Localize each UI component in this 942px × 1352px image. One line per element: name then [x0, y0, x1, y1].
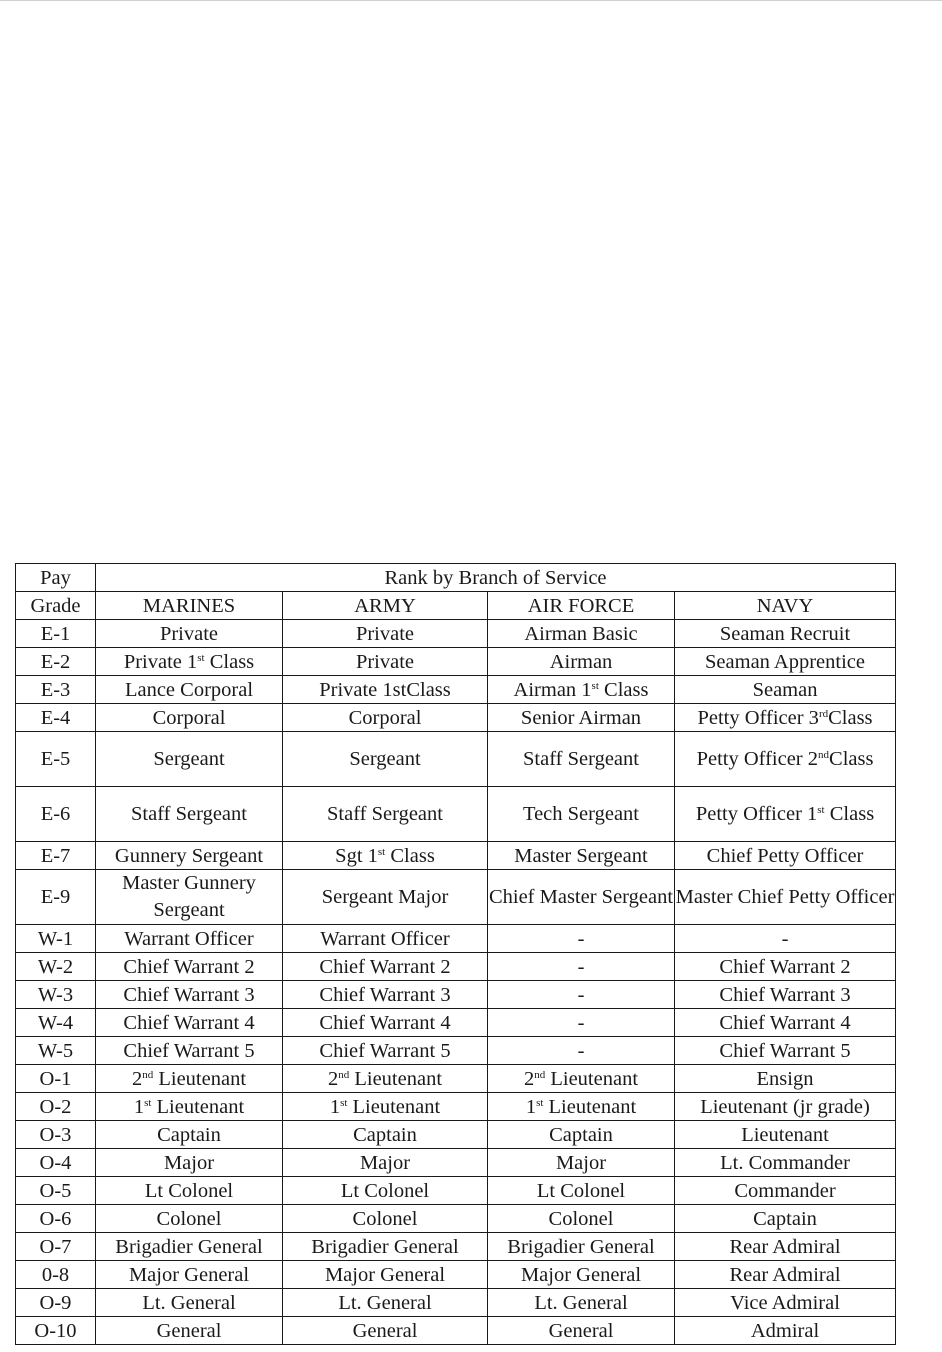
rank-cell-army: Chief Warrant 3 — [283, 981, 488, 1009]
rank-cell-marines: Major General — [96, 1261, 283, 1289]
rank-cell-army: Private — [283, 648, 488, 676]
rank-cell-airforce: - — [488, 981, 675, 1009]
table-row — [16, 1261, 896, 1289]
rank-cell-airforce: 2nd Lieutenant — [488, 1065, 675, 1093]
rank-cell-airforce: General — [488, 1317, 675, 1345]
pay-grade-cell: W-3 — [16, 981, 96, 1009]
branch-header-marines: MARINES — [96, 592, 283, 620]
pay-grade-cell: W-2 — [16, 953, 96, 981]
table-row — [16, 1121, 896, 1149]
rank-cell-airforce: Staff Sergeant — [488, 732, 675, 787]
table-row — [16, 1037, 896, 1065]
rank-cell-marines: Chief Warrant 2 — [96, 953, 283, 981]
rank-cell-marines: Gunnery Sergeant — [96, 842, 283, 870]
rank-cell-airforce: Master Sergeant — [488, 842, 675, 870]
rank-cell-airforce: Tech Sergeant — [488, 787, 675, 842]
pay-grade-cell: W-1 — [16, 925, 96, 953]
pay-grade-cell: E-6 — [16, 787, 96, 842]
table-row — [16, 1149, 896, 1177]
rank-cell-army: Captain — [283, 1121, 488, 1149]
table-row — [16, 1093, 896, 1121]
rank-cell-navy: Lt. Commander — [675, 1149, 896, 1177]
table-row — [16, 981, 896, 1009]
rank-cell-army: Brigadier General — [283, 1233, 488, 1261]
rank-cell-army: Chief Warrant 5 — [283, 1037, 488, 1065]
rank-cell-airforce: Lt Colonel — [488, 1177, 675, 1205]
rank-cell-airforce: Airman — [488, 648, 675, 676]
pay-grade-cell: O-10 — [16, 1317, 96, 1345]
rank-cell-army: 1st Lieutenant — [283, 1093, 488, 1121]
table-row — [16, 953, 896, 981]
rank-table — [15, 563, 896, 1345]
rank-cell-navy: Chief Warrant 5 — [675, 1037, 896, 1065]
table-row — [16, 732, 896, 787]
page-top-border — [0, 0, 942, 1]
rank-cell-marines: Chief Warrant 4 — [96, 1009, 283, 1037]
table-row — [16, 648, 896, 676]
rank-cell-navy: Admiral — [675, 1317, 896, 1345]
table-row — [16, 925, 896, 953]
rank-cell-navy: Seaman Apprentice — [675, 648, 896, 676]
table-row — [16, 842, 896, 870]
rank-cell-army: Chief Warrant 2 — [283, 953, 488, 981]
branch-header-airforce: AIR FORCE — [488, 592, 675, 620]
rank-cell-marines: Chief Warrant 5 — [96, 1037, 283, 1065]
rank-cell-marines: Master Gunnery Sergeant — [96, 870, 283, 925]
rank-cell-army: Major — [283, 1149, 488, 1177]
rank-cell-navy: Chief Warrant 2 — [675, 953, 896, 981]
rank-cell-navy: Ensign — [675, 1065, 896, 1093]
table-row — [16, 1009, 896, 1037]
rank-cell-army: 2nd Lieutenant — [283, 1065, 488, 1093]
table-row — [16, 1205, 896, 1233]
rank-cell-army: Lt Colonel — [283, 1177, 488, 1205]
rank-cell-army: General — [283, 1317, 488, 1345]
table-row — [16, 787, 896, 842]
pay-grade-cell: O-3 — [16, 1121, 96, 1149]
rank-cell-marines: 1st Lieutenant — [96, 1093, 283, 1121]
pay-grade-cell: E-7 — [16, 842, 96, 870]
pay-grade-cell: E-9 — [16, 870, 96, 925]
pay-grade-header-line1: Pay — [16, 564, 96, 592]
rank-cell-marines: Chief Warrant 3 — [96, 981, 283, 1009]
rank-cell-airforce: - — [488, 925, 675, 953]
pay-grade-cell: O-7 — [16, 1233, 96, 1261]
rank-cell-marines: Corporal — [96, 704, 283, 732]
rank-cell-marines: Sergeant — [96, 732, 283, 787]
rank-cell-airforce: - — [488, 1009, 675, 1037]
branch-header-navy: NAVY — [675, 592, 896, 620]
rank-cell-navy: Rear Admiral — [675, 1261, 896, 1289]
pay-grade-cell: O-5 — [16, 1177, 96, 1205]
rank-cell-navy: Captain — [675, 1205, 896, 1233]
rank-cell-army: Warrant Officer — [283, 925, 488, 953]
rank-cell-marines: Brigadier General — [96, 1233, 283, 1261]
rank-cell-navy: Rear Admiral — [675, 1233, 896, 1261]
rank-cell-airforce: Lt. General — [488, 1289, 675, 1317]
rank-cell-marines: Private — [96, 620, 283, 648]
pay-grade-cell: E-3 — [16, 676, 96, 704]
rank-cell-marines: Lt Colonel — [96, 1177, 283, 1205]
rank-cell-airforce: Brigadier General — [488, 1233, 675, 1261]
pay-grade-cell: E-1 — [16, 620, 96, 648]
rank-cell-airforce: Senior Airman — [488, 704, 675, 732]
rank-cell-airforce: Captain — [488, 1121, 675, 1149]
rank-cell-navy: Vice Admiral — [675, 1289, 896, 1317]
rank-cell-airforce: Major General — [488, 1261, 675, 1289]
header-row-1 — [16, 564, 896, 592]
table-row — [16, 676, 896, 704]
rank-cell-navy: Lieutenant — [675, 1121, 896, 1149]
rank-cell-navy: Commander — [675, 1177, 896, 1205]
table-row — [16, 620, 896, 648]
pay-grade-cell: O-6 — [16, 1205, 96, 1233]
rank-cell-navy: Lieutenant (jr grade) — [675, 1093, 896, 1121]
pay-grade-cell: W-4 — [16, 1009, 96, 1037]
table-row — [16, 1289, 896, 1317]
table-row — [16, 1177, 896, 1205]
rank-cell-army: Corporal — [283, 704, 488, 732]
rank-cell-airforce: - — [488, 1037, 675, 1065]
rank-cell-marines: Major — [96, 1149, 283, 1177]
pay-grade-cell: 0-8 — [16, 1261, 96, 1289]
rank-cell-airforce: Major — [488, 1149, 675, 1177]
table-row — [16, 1317, 896, 1345]
pay-grade-cell: W-5 — [16, 1037, 96, 1065]
rank-cell-army: Sergeant Major — [283, 870, 488, 925]
table-row — [16, 704, 896, 732]
rank-cell-army: Sergeant — [283, 732, 488, 787]
table-row — [16, 1065, 896, 1093]
rank-cell-navy: Petty Officer 2ndClass — [675, 732, 896, 787]
pay-grade-cell: O-9 — [16, 1289, 96, 1317]
rank-cell-navy: Master Chief Petty Officer — [675, 870, 896, 925]
rank-cell-airforce: Airman Basic — [488, 620, 675, 648]
rank-cell-army: Staff Sergeant — [283, 787, 488, 842]
pay-grade-header-line2: Grade — [16, 592, 96, 620]
branch-header-army: ARMY — [283, 592, 488, 620]
rank-cell-navy: - — [675, 925, 896, 953]
rank-cell-marines: Captain — [96, 1121, 283, 1149]
rank-cell-navy: Seaman Recruit — [675, 620, 896, 648]
pay-grade-cell: E-5 — [16, 732, 96, 787]
rank-cell-army: Major General — [283, 1261, 488, 1289]
rank-cell-marines: Warrant Officer — [96, 925, 283, 953]
rank-cell-airforce: Colonel — [488, 1205, 675, 1233]
rank-cell-army: Lt. General — [283, 1289, 488, 1317]
pay-grade-cell: E-4 — [16, 704, 96, 732]
rank-cell-marines: General — [96, 1317, 283, 1345]
rank-cell-navy: Chief Warrant 4 — [675, 1009, 896, 1037]
rank-cell-navy: Chief Warrant 3 — [675, 981, 896, 1009]
rank-cell-marines: Colonel — [96, 1205, 283, 1233]
rank-cell-marines: Staff Sergeant — [96, 787, 283, 842]
rank-cell-army: Chief Warrant 4 — [283, 1009, 488, 1037]
rank-cell-airforce: Airman 1st Class — [488, 676, 675, 704]
rank-cell-navy: Seaman — [675, 676, 896, 704]
pay-grade-cell: O-2 — [16, 1093, 96, 1121]
branch-group-header: Rank by Branch of Service — [96, 564, 896, 592]
rank-cell-airforce: 1st Lieutenant — [488, 1093, 675, 1121]
header-row-2 — [16, 592, 896, 620]
rank-cell-army: Sgt 1st Class — [283, 842, 488, 870]
rank-cell-army: Colonel — [283, 1205, 488, 1233]
rank-cell-navy: Petty Officer 3rdClass — [675, 704, 896, 732]
pay-grade-cell: O-1 — [16, 1065, 96, 1093]
rank-cell-army: Private 1stClass — [283, 676, 488, 704]
rank-cell-airforce: - — [488, 953, 675, 981]
pay-grade-cell: E-2 — [16, 648, 96, 676]
rank-cell-marines: Lt. General — [96, 1289, 283, 1317]
rank-cell-marines: Lance Corporal — [96, 676, 283, 704]
rank-cell-navy: Chief Petty Officer — [675, 842, 896, 870]
table-row — [16, 1233, 896, 1261]
pay-grade-cell: O-4 — [16, 1149, 96, 1177]
rank-cell-airforce: Chief Master Sergeant — [488, 870, 675, 925]
rank-cell-army: Private — [283, 620, 488, 648]
rank-cell-marines: 2nd Lieutenant — [96, 1065, 283, 1093]
rank-cell-navy: Petty Officer 1st Class — [675, 787, 896, 842]
table-row — [16, 870, 896, 925]
rank-cell-marines: Private 1st Class — [96, 648, 283, 676]
